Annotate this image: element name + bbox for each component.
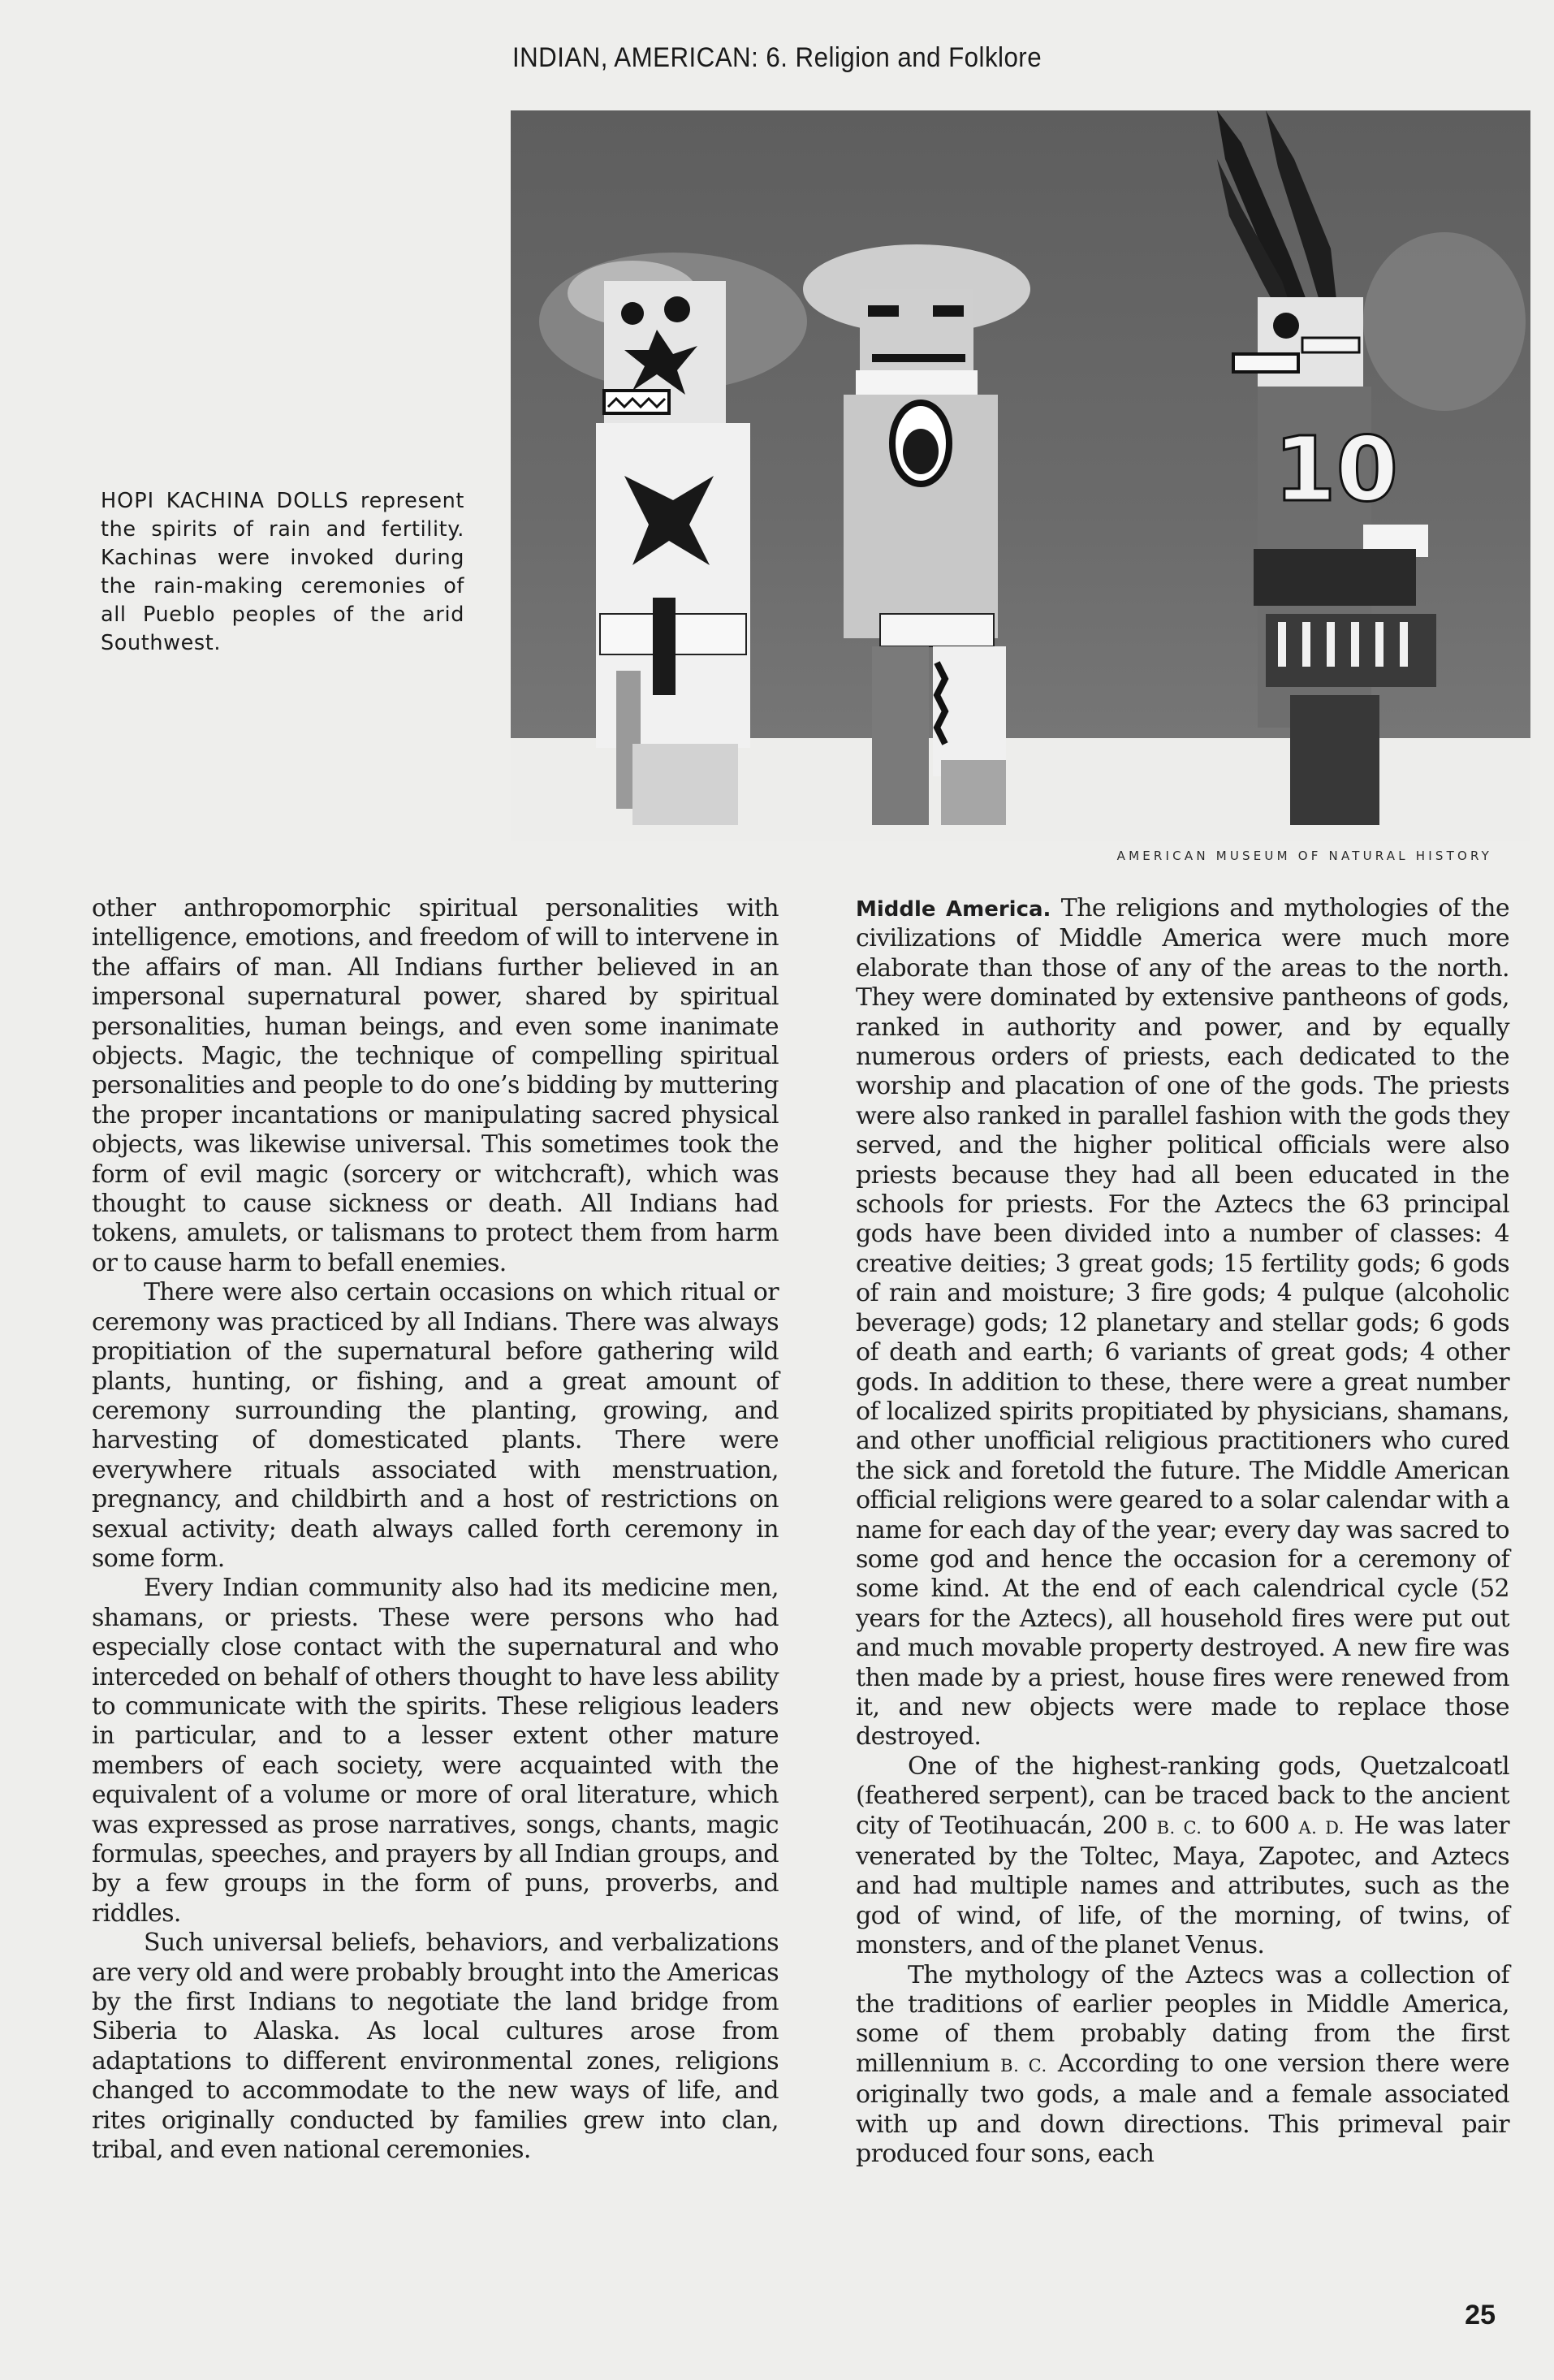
era-abbreviation: B. C. — [1000, 2055, 1047, 2075]
paragraph — [856, 894, 1509, 1752]
paragraph-text: to 600 — [1211, 1811, 1289, 1840]
era-abbreviation: B. C. — [1156, 1817, 1202, 1838]
running-head: INDIAN, AMERICAN: 6. Religion and Folklore — [512, 42, 1042, 73]
middle-kachina-doll — [803, 244, 1030, 825]
paragraph: Such universal beliefs, behaviors, and verbalizations are very old and were probably brought into the Americas by the first Indians to negotiate the land bridge from Siberia to Alaska. As local cultures arose from adaptations to different environmental zones, religions changed to accommodate to the new ways of life, and rites originally conducted by families grew into clan, tribal, and even national ceremonies. — [92, 1929, 779, 2165]
kachina-dolls-photo — [511, 110, 1530, 841]
paragraph-text: He was later venerated by the Toltec, Maya, Zapotec, and Aztecs and had multiple names and attributes, such as the god of wind, of life, of the morning, of twins, of monsters, and of the planet Venus. — [856, 1811, 1510, 1960]
era-abbreviation: A. D. — [1298, 1817, 1345, 1838]
page-number: 25 — [1465, 2300, 1496, 2330]
paragraph-text: The religions and mythologies of the civilizations of Middle America were much more elaborate than those of any of the areas to the north. They were dominated by extensive pantheons of gods, ranked in authority and power, and by equally numerous orders of priests, each dedicated to the worship and placation of one of the gods. The priests were also ranked in parallel fashion with the gods they served, and the higher political officials were also priests because they had all been educated in the schools for priests. For the Aztecs the 63 principal gods have been divided into a number of classes: 4 creative deities; 3 great gods; 15 fertility gods; 6 gods of rain and moisture; 3 fire gods; 4 pulque (alcoholic beverage) gods; 12 planetary and stellar gods; 6 gods of death and earth; 6 variants of great gods; 4 other gods. In addition to these, there were a great number of localized spirits propitiated by physicians, shamans, and other unofficial religious practitioners who cured the sick and foretold the future. The Middle American official religions were geared to a solar calendar with a name for each day of the year; every day was sacred to some god and hence the occasion for a ceremony of some kind. At the end of each calendrical cycle (52 years for the Aztecs), all household fires were put out and much movable property destroyed. A new fire was then made by a priest, house fires were renewed from it, and new objects were made to replace those destroyed. — [856, 894, 1509, 1752]
paragraph: other anthropomorphic spiritual personalities with intelligence, emotions, and freedom of will to intervene in the affairs of man. All Indians further believed in an impersonal supernatural power, shared by spiritual personalities, human beings, and even some inanimate objects. Magic, the technique of compelling spiritual personalities and people to do one’s bidding by muttering the proper incantations or manipulating sacred physical objects, was likewise universal. This sometimes took the form of evil magic (sorcery or witchcraft), which was thought to cause sickness or death. All Indians had tokens, amulets, or talismans to protect them from harm or to cause harm to befall enemies. — [92, 894, 779, 1277]
photo-credit: AMERICAN MUSEUM OF NATURAL HISTORY — [1116, 849, 1492, 863]
paragraph-text: According to one version there were originally two gods, a male and a female associated with up and down directions. This primeval pair produced four sons, each — [856, 2049, 1509, 2169]
left-column — [92, 894, 779, 2165]
paragraph — [856, 1752, 1509, 1961]
caption-text: represent the spirits of rain and fertility. Kachinas were invoked during the rain-making ceremonies of all Pueblo peoples of the arid Southwest. — [101, 489, 464, 655]
figure-caption — [101, 487, 464, 658]
photo-illustration — [511, 110, 1530, 841]
section-heading-middle-america: Middle America. — [856, 897, 1051, 922]
paragraph: There were also certain occasions on which ritual or ceremony was practiced by all Indians. There was always propitiation of the supernatural before gathering wild plants, hunting, or fishing, and a great amount of ceremony surrounding the planting, growing, and harvesting of domesticated plants. There were everywhere rituals associated with menstruation, pregnancy, and childbirth and a host of restrictions on sexual activity; death always called forth ceremony in some form. — [92, 1278, 779, 1573]
right-column — [856, 894, 1509, 2169]
paragraph-text: One of the highest-ranking gods, Quetzalcoatl (feathered serpent), can be traced back to the ancient city of Teotihuacán, 200 — [856, 1752, 1509, 1840]
paragraph: Every Indian community also had its medicine men, shamans, or priests. These were persons who had especially close contact with the supernatural and who interceded on behalf of others thought to have less ability to communicate with the spirits. These religious leaders in particular, and to a lesser extent other mature members of each society, were acquainted with the equivalent of a volume or more of oral literature, which was expressed as prose narratives, songs, chants, magic formulas, speeches, and prayers by all Indian groups, and by a few groups in the form of puns, proverbs, and riddles. — [92, 1574, 779, 1928]
doll-number-mark: 10 — [1274, 417, 1399, 521]
paragraph-text: The mythology of the Aztecs was a collection of the traditions of earlier peoples in Middle America, some of them probably dating from the first millennium — [856, 1960, 1509, 2078]
caption-lead: HOPI KACHINA DOLLS — [101, 489, 349, 513]
paragraph — [856, 1961, 1509, 2170]
right-kachina-doll — [1217, 110, 1526, 825]
